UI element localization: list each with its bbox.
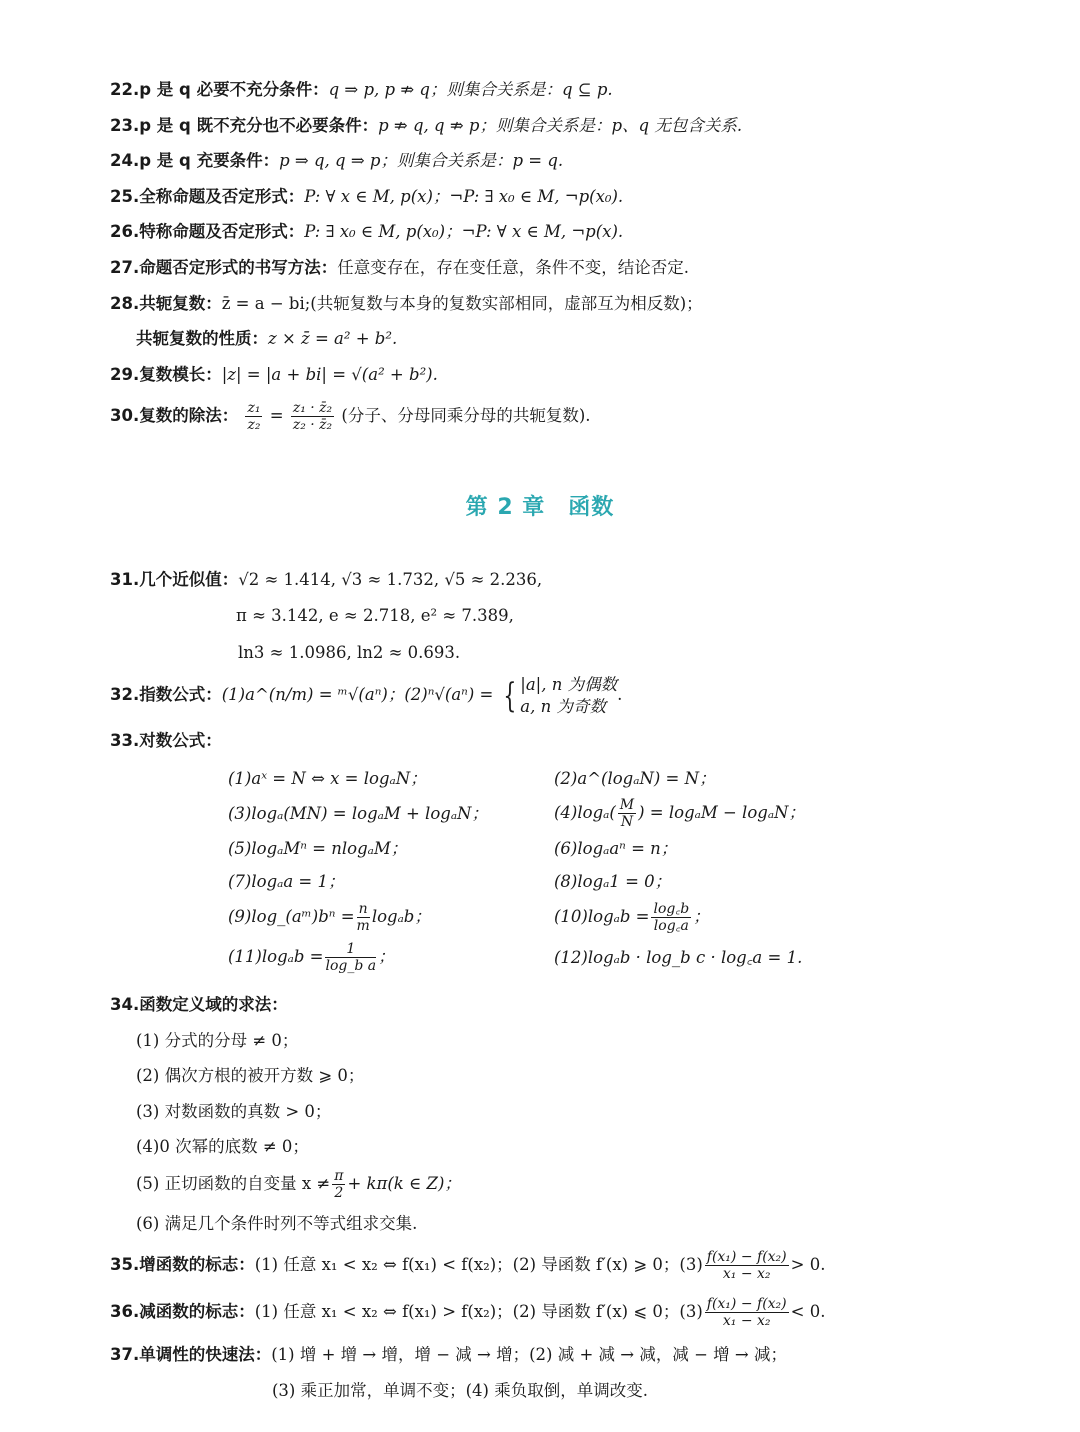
fraction-numerator: π	[334, 1168, 344, 1184]
item-30	[110, 398, 591, 434]
domain-rule-3: (3) 对数函数的真数 > 0；	[136, 1102, 332, 1121]
item-label: 几个近似值：	[139, 570, 239, 589]
item-26	[110, 222, 623, 242]
fraction-denominator: log꜀a	[653, 918, 689, 934]
item-number: 27.	[110, 258, 140, 277]
item-32	[110, 672, 622, 718]
domain-rule-4: (4)0 次幂的底数 ≠ 0；	[136, 1137, 309, 1156]
item-label: 共轭复数的性质：	[136, 329, 268, 348]
item-number: 37.	[110, 1345, 140, 1364]
item-number: 36.	[110, 1302, 140, 1321]
item-number: 29.	[110, 365, 140, 384]
item-number: 25.	[110, 187, 140, 206]
item-27	[110, 258, 689, 278]
item-25	[110, 187, 623, 207]
item-body: (1) 任意 x₁ < x₂ ⇔ f(x₁) > f(x₂)；(2) 导函数 f′(x) ⩽ 0；(3)	[254, 1302, 703, 1321]
item-number: 28.	[110, 294, 140, 313]
domain-rule-5	[136, 1166, 461, 1202]
item-label: 特称命题及否定形式：	[139, 222, 305, 241]
item-label: p 是 q 既不充分也不必要条件：	[139, 116, 379, 135]
fraction	[705, 1296, 789, 1329]
fraction	[618, 797, 636, 830]
item-label: 复数模长：	[139, 365, 222, 384]
log-formula-2: (2)a^(logₐN) = N；	[554, 769, 716, 788]
log-formula-4	[554, 796, 805, 830]
item-body: z̄ = a − bi;(共轭复数与本身的复数实部相同，虚部互为相反数)；	[221, 294, 703, 313]
log-formula-10-end: ；	[693, 907, 710, 926]
domain-rule-6: (6) 满足几个条件时列不等式组求交集.	[136, 1214, 418, 1233]
item-28-property	[136, 329, 397, 349]
fraction-denominator: x₁ − x₂	[722, 1313, 771, 1329]
item-label: 共轭复数：	[139, 294, 222, 313]
item-body: P: ∃ x₀ ∈ M, p(x₀)；¬P: ∀ x ∈ M, ¬p(x).	[304, 222, 624, 241]
item-number: 30.	[110, 406, 140, 425]
item-number: 35.	[110, 1255, 140, 1274]
approx-line-2: π ≈ 3.142, e ≈ 2.718, e² ≈ 7.389,	[236, 606, 514, 625]
item-label: 函数定义域的求法：	[139, 995, 288, 1014]
item-body: |z| = |a + bi| = √(a² + b²).	[221, 365, 438, 384]
fraction-numerator: z₁ · z̄₂	[292, 400, 333, 416]
item-tail: > 0.	[790, 1255, 826, 1274]
item-34	[110, 995, 288, 1015]
item-24	[110, 151, 563, 171]
item-number: 22.	[110, 80, 140, 99]
item-label: 全称命题及否定形式：	[139, 187, 305, 206]
item-28	[110, 294, 703, 314]
log-formula-9-start: (9)log_(aᵐ)bⁿ =	[228, 907, 355, 926]
item-tail: < 0.	[790, 1302, 826, 1321]
fraction	[651, 901, 691, 934]
fraction	[357, 901, 370, 934]
fraction	[325, 941, 376, 974]
fraction-numerator: log꜀b	[653, 901, 690, 917]
fraction-denominator: z₂ · z̄₂	[292, 417, 333, 433]
fraction	[245, 400, 262, 433]
item-body: p ⇏ q, q ⇏ p；则集合关系是：p、q 无包含关系.	[378, 116, 743, 135]
item-number: 24.	[110, 151, 140, 170]
item-31	[110, 570, 542, 590]
fraction-denominator: N	[620, 814, 634, 830]
log-formula-3: (3)logₐ(MN) = logₐM + logₐN；	[228, 804, 488, 823]
item-35	[110, 1246, 825, 1284]
item-label: p 是 q 充要条件：	[139, 151, 280, 170]
item-number: 31.	[110, 570, 140, 589]
approx-line-1: √2 ≈ 1.414, √3 ≈ 1.732, √5 ≈ 2.236,	[238, 570, 543, 589]
item-label: 命题否定形式的书写方法：	[139, 258, 338, 277]
fraction-denominator: log_b a	[325, 958, 377, 974]
item-tail: (分子、分母同乘分母的共轭复数).	[341, 406, 591, 425]
fraction-numerator: M	[619, 797, 635, 813]
monotonic-line-1: (1) 增 + 增 → 增，增 − 减 → 增；(2) 减 + 减 → 减，减 − 增 → 减；	[271, 1345, 787, 1364]
item-body: z × z̄ = a² + b².	[268, 329, 398, 348]
domain-rule-5-end: + kπ(k ∈ Z)；	[347, 1174, 461, 1193]
item-number: 32.	[110, 685, 140, 704]
case-odd: a, n 为奇数	[520, 696, 606, 716]
item-body: p ⇒ q, q ⇒ p；则集合关系是：p = q.	[279, 151, 564, 170]
domain-rule-1: (1) 分式的分母 ≠ 0；	[136, 1031, 299, 1050]
item-number: 33.	[110, 731, 140, 750]
fraction-denominator: m	[356, 918, 370, 934]
item-label: 增函数的标志：	[139, 1255, 255, 1274]
item-number: 26.	[110, 222, 140, 241]
fraction-numerator: 1	[325, 941, 376, 958]
fraction-numerator: n	[357, 901, 370, 918]
item-37	[110, 1345, 787, 1365]
log-formula-6: (6)logₐaⁿ = n；	[554, 839, 678, 858]
log-formula-7: (7)logₐa = 1；	[228, 872, 345, 891]
fraction-denominator: x₁ − x₂	[722, 1266, 771, 1282]
log-formula-10-start: (10)logₐb =	[554, 907, 650, 926]
exponent-formula: (1)a^(n/m) = ᵐ√(aⁿ)；(2)ⁿ√(aⁿ) =	[221, 685, 494, 704]
log-formula-9	[228, 899, 431, 935]
case-even: |a|, n 为偶数	[520, 674, 618, 694]
log-formula-5: (5)logₐMⁿ = nlogₐM；	[228, 839, 408, 858]
fraction	[291, 400, 334, 433]
left-brace: {	[502, 675, 516, 716]
item-label: p 是 q 必要不充分条件：	[139, 80, 329, 99]
monotonic-line-2: (3) 乘正加常，单调不变；(4) 乘负取倒，单调改变.	[272, 1381, 648, 1400]
item-label: 对数公式：	[139, 731, 222, 750]
log-formula-12: (12)logₐb · log_b c · log꜀a = 1.	[554, 948, 803, 967]
item-22	[110, 80, 613, 100]
fraction	[705, 1249, 789, 1282]
item-label: 指数公式：	[139, 685, 222, 704]
log-formula-8: (8)logₐ1 = 0；	[554, 872, 672, 891]
log-formula-11-end: ；	[378, 947, 395, 966]
equals-sign: =	[269, 406, 284, 425]
fraction-numerator: z₁	[247, 400, 261, 416]
log-formula-11-start: (11)logₐb =	[228, 947, 324, 966]
log-formula-4-end: ) = logₐM − logₐN；	[638, 803, 805, 822]
log-formula-9-end: logₐb；	[371, 907, 431, 926]
item-number: 34.	[110, 995, 140, 1014]
fraction-denominator: 2	[334, 1185, 344, 1201]
item-33	[110, 731, 222, 751]
item-36	[110, 1293, 825, 1331]
chapter-title: 第 2 章 函数	[465, 495, 615, 520]
approx-line-3: ln3 ≈ 1.0986, ln2 ≈ 0.693.	[238, 643, 461, 662]
end-period: .	[617, 685, 623, 704]
item-29	[110, 365, 438, 385]
log-formula-11	[228, 939, 395, 975]
fraction	[332, 1168, 345, 1201]
log-formula-1: (1)aˣ = N ⇔ x = logₐN；	[228, 769, 427, 788]
item-body: 任意变存在，存在变任意，条件不变，结论否定.	[337, 258, 689, 277]
item-body: P: ∀ x ∈ M, p(x)；¬P: ∃ x₀ ∈ M, ¬p(x₀).	[304, 187, 624, 206]
cases	[520, 674, 617, 718]
fraction-denominator: z₂	[247, 417, 261, 433]
domain-rule-2: (2) 偶次方根的被开方数 ⩾ 0；	[136, 1066, 365, 1085]
fraction-numerator: f(x₁) − f(x₂)	[706, 1249, 787, 1265]
item-body: q ⇒ p, p ⇏ q；则集合关系是：q ⊆ p.	[328, 80, 613, 99]
item-number: 23.	[110, 116, 140, 135]
item-label: 单调性的快速法：	[139, 1345, 272, 1364]
fraction-numerator: f(x₁) − f(x₂)	[706, 1296, 787, 1312]
item-label: 减函数的标志：	[139, 1302, 255, 1321]
item-23	[110, 116, 742, 136]
domain-rule-5-start: (5) 正切函数的自变量 x ≠	[136, 1174, 331, 1193]
item-body: (1) 任意 x₁ < x₂ ⇔ f(x₁) < f(x₂)；(2) 导函数 f′(x) ⩾ 0；(3)	[254, 1255, 703, 1274]
item-label: 复数的除法：	[139, 406, 239, 425]
log-formula-4-start: (4)logₐ(	[554, 803, 616, 822]
log-formula-10	[554, 899, 710, 935]
